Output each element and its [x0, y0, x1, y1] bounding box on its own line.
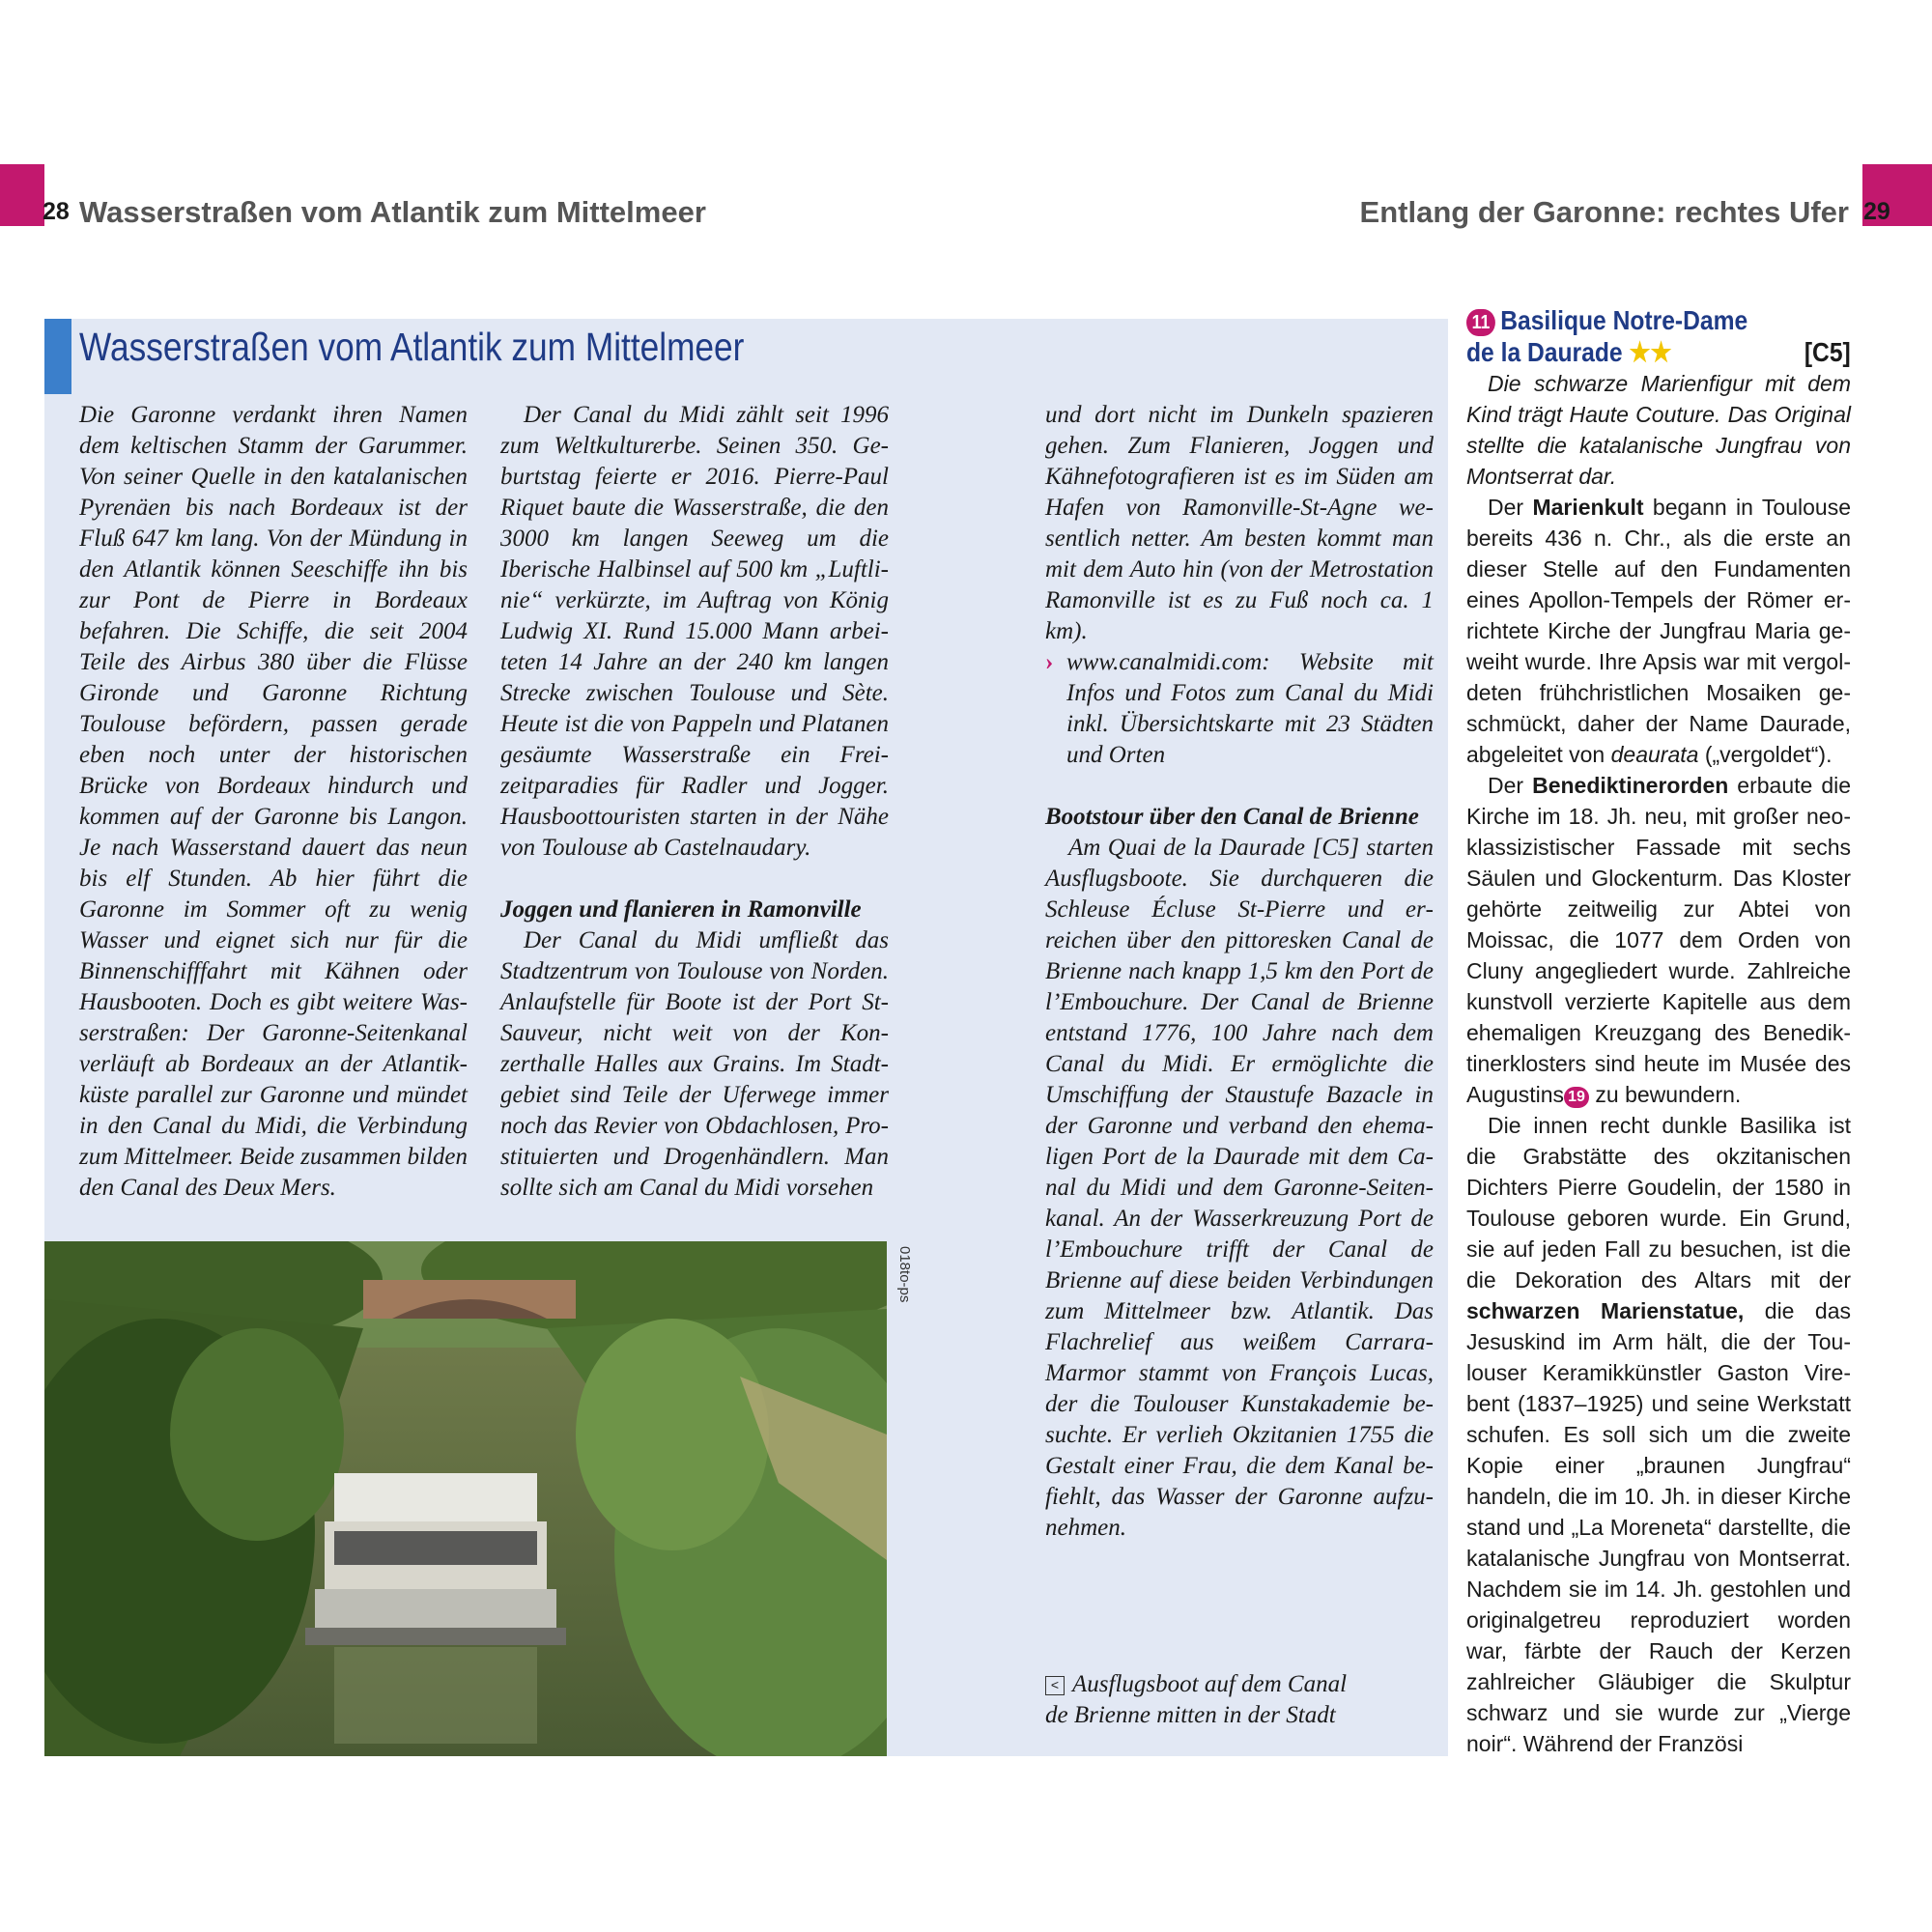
caption-pointer-icon: <: [1045, 1676, 1065, 1695]
running-title-left: Wasserstraßen vom Atlantik zum Mittelmeer: [79, 195, 706, 229]
cross-reference-badge: 19: [1564, 1087, 1589, 1108]
website-list-item: [1045, 647, 1434, 771]
info-paragraph: Am Quai de la Daurade [C5] starten Ausflugsboote. Sie durchqueren die Schleuse Écluse St-Pierre und erreichen über den pittoresken Canal de Brienne nach knapp 1,5 km den Port de l’Embouchure. Der Canal de Brienne entstand 1776, 100 Jahre nach dem Canal du Midi. Er ermöglichte die Umschiffung der Staustufe Bazacle in der Garonne und verband den ehemaligen Port de la Daurade mit dem Canal du Midi und dem Garonne-Seitenkanal. An der Wasserkreuzung Port de l’Embouchure trifft der Canal de Brienne auf diese beiden Verbindungen zum Mittelmeer bzw. Atlantik. Das Flachrelief aus weißem Carrara-Marmor stammt von François Lucas, der die Toulouser Kunstakademie besuchte. Er verlieh Okzitanien 1755 die Gestalt einer Frau, die dem Kanal befiehlt, das Wasser der Garonne aufzunehmen.: [1045, 835, 1434, 1541]
text-run: Die innen recht dunkle Basilika ist die Grabstätte des okzitanischen Dichters Pierre Goudelin, der 1580 in Toulouse geboren wurde. Ein Grund, sie auf jeden Fall zu besuchen, ist die die Dekoration des Altars mit der: [1466, 1113, 1851, 1293]
text-run: zu bewundern.: [1589, 1082, 1742, 1107]
text-run-bold: schwarzen Marienstatue,: [1466, 1298, 1745, 1323]
chevron-right-icon: ›: [1045, 649, 1054, 675]
info-paragraph: Die Garonne verdankt ihren Namen dem keltischen Stamm der Garummer. Von seiner Quelle in den katalanischen Pyrenäen bis nach Bordeaux ist der Fluß 647 km lang. Von der Mündung in den Atlantik können Seeschiffe ihn bis zur Pont de Pierre in Bordeaux befahren. Die Schiffe, die seit 2004 Teile des Airbus 380 über die Flüsse Gironde und Garonne Richtung Toulouse befördern, passen gerade eben noch unter der historischen Brücke von Bordeaux hindurch und kommen auf der Garonne bis Langon. Je nach Wasserstand dauert das neun bis elf Stunden. Ab hier führt die Garonne im Sommer oft zu wenig Wasser und eignet sich nur für die Binnenschifffahrt mit Kähnen oder Hausbooten. Doch es gibt weitere Wasserstraßen: Der Garonne-Seitenkanal verläuft ab Bordeaux an der Atlantikküste parallel zur Garonne und mündet in den Canal du Midi, die Verbindung zum Mittelmeer. Beide zusammen bilden den Canal des Deux Mers.: [79, 402, 469, 1201]
running-title-right: Entlang der Garonne: rechtes Ufer: [1359, 195, 1849, 229]
star-rating-icon: ★★: [1629, 337, 1672, 367]
text-run: Der: [1488, 495, 1533, 520]
text-run: erbaute die Kirche im 18. Jh. neu, mit großer neoklassizistischer Fassade mit sechs Säulen und Glockenturm. Das Kloster gehörte zeitweilig zur Abtei von Moissac, die 1077 dem Orden von Cluny angegliedert wurde. Zahlreiche kunstvoll verzierte Kapitelle aus dem ehemaligen Kreuzgang des Benediktinerklosters sind heute im Musée des Augustins: [1466, 773, 1852, 1107]
sight-entry: [1466, 304, 1851, 1759]
sight-title-line2: de la Daurade: [1466, 337, 1623, 367]
text-run-bold: Benediktinerorden: [1532, 773, 1729, 798]
page-number-right: 29: [1863, 198, 1890, 225]
info-box-title: Wasserstraßen vom Atlantik zum Mittelmeer: [79, 325, 745, 369]
text-run: begann in Toulouse bereits 436 n. Chr., als die erste an dieser Stelle auf den Fundamenten eines Apollon-Tempels der Römer errichtete Kirche der Jungfrau Maria geweiht wurde. Ihre Apsis war mit vergoldeten frühchristlichen Mosaiken geschmückt, daher der Name Daurade, abgeleitet von: [1466, 495, 1851, 767]
map-grid-reference: [C5]: [1804, 337, 1851, 367]
text-run-italic: deaurata: [1610, 742, 1699, 767]
info-column-2: [500, 400, 889, 1204]
page-tab-left: [0, 164, 44, 226]
info-subheading-boat-tour: Bootstour über den Canal de Brienne: [1045, 804, 1419, 830]
sight-intro: Die schwarze Marienfigur mit dem Kind trägt Haute Couture. Das Original stellte die katalanische Jungfrau von Montserrat dar.: [1466, 371, 1851, 489]
page-number-left: 28: [43, 198, 70, 225]
info-paragraph: Der Canal du Midi zählt seit 1996 zum Weltkulturerbe. Seinen 350. Geburtstag feierte er 2016. Pierre-Paul Riquet baute die Wasserstraße, die den 3000 km langen Seeweg um die Iberische Halbinsel auf 500 km „Luftlinie“ verkürzte, im Auftrag von König Ludwig XI. Rund 15.000 Mann arbeiteten 14 Jahre an der 240 km langen Strecke zwischen Toulouse und Sète. Heute ist die von Pappeln und Platanen gesäumte Wasserstraße ein Freizeitparadies für Radler und Jogger. Hausboottouristen starten in der Nähe von Toulouse ab Castelnaudary.: [500, 402, 889, 861]
sight-heading: [1466, 304, 1851, 368]
text-run: Der: [1488, 773, 1533, 798]
sight-number-badge: 11: [1466, 309, 1495, 336]
info-subheading-ramonville: Joggen und flanieren in Ramonville: [500, 896, 862, 923]
text-run: die das Jesuskind im Arm hält, die der Toulouser Keramikkünstler Gaston Virebent (1837–1925) und seine Werkstatt schufen. Es soll sich um die zweite Kopie einer „braunen Jungfrau“ handeln, die im 10. Jh. in dieser Kirche stand und „La Moreneta“ darstellte, die katalanische Jungfrau von Montserrat. Nachdem sie im 14. Jh. gestohlen und originalgetreu reproduziert worden war, färbte der Rauch der Kerzen zahlreicher Gläubiger die Skulptur schwarz und sie wurde zur „Vierge noir“. Während der Französi: [1466, 1298, 1851, 1756]
text-run-bold: Marienkult: [1532, 495, 1644, 520]
text-run: („vergoldet“).: [1698, 742, 1833, 767]
info-column-1: [79, 400, 468, 1204]
sight-title-line1: Basilique Notre-Dame: [1500, 305, 1748, 335]
caption-text: Ausflugsboot auf dem Canal de Brienne mitten in der Stadt: [1045, 1671, 1348, 1728]
sight-paragraph: [1466, 492, 1851, 770]
sight-paragraph: [1466, 1110, 1851, 1759]
info-paragraph: und dort nicht im Dunkeln spazieren gehen. Zum Flanieren, Joggen und Kähnefotografieren ist es im Süden am Hafen von Ramonville-St-Agne wesentlich netter. Am besten kommt man mit dem Auto hin (von der Metrostation Ramonville ist es zu Fuß noch ca. 1 km).: [1045, 402, 1434, 644]
photo-caption: [1045, 1669, 1364, 1731]
photo-credit: 018to-ps: [896, 1246, 913, 1303]
info-box-accent-bar: [44, 319, 71, 394]
info-paragraph: Der Canal du Midi umfließt das Stadtzentrum von Toulouse von Norden. Anlaufstelle für Boote ist der Port St-Sauveur, nicht weit von der Konzerthalle Halles aux Grains. Im Stadtgebiet sind Teile der Uferwege immer noch das Revier von Obdachlosen, Prostituierten und Drogenhändlern. Man sollte sich am Canal du Midi vorsehen: [500, 927, 889, 1201]
website-text: www.canalmidi.com: Website mit Infos und Fotos zum Canal du Midi inkl. Übersichtskarte mit 23 Städten und Orten: [1066, 649, 1434, 768]
sight-paragraph: [1466, 770, 1851, 1110]
info-column-3: [1045, 400, 1434, 1544]
canal-boat-photo: [44, 1241, 887, 1756]
